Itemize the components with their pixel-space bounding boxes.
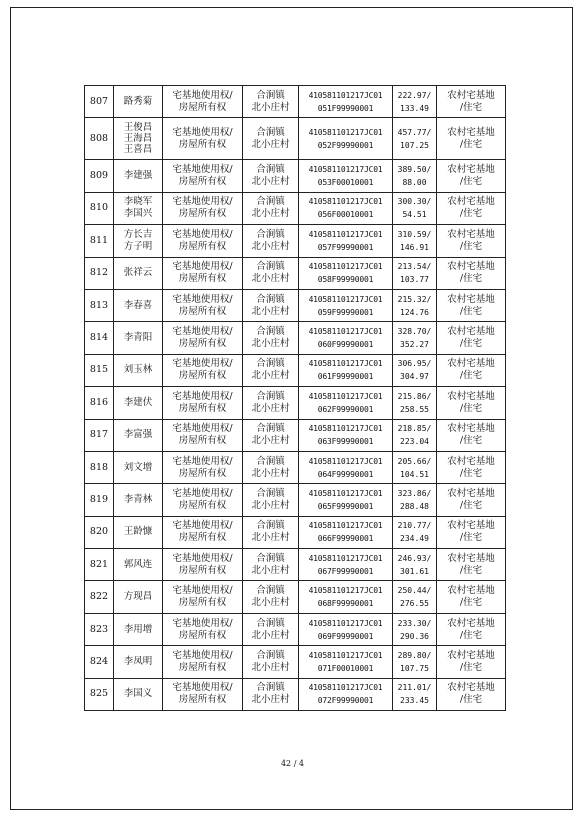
right-type-text: 宅基地使用权/ 房屋所有权: [172, 358, 233, 382]
page-number: 42 / 4: [280, 759, 305, 768]
area-values-text: 213.54/ 103.77: [397, 262, 432, 285]
right-type-text: 宅基地使用权/ 房屋所有权: [172, 552, 233, 576]
right-type-text: 宅基地使用权/ 房屋所有权: [172, 196, 233, 220]
cell-location: [243, 289, 299, 321]
location-text: 合涧镇 北小庄村: [251, 261, 290, 285]
area-values-text: 215.32/ 124.76: [397, 294, 432, 317]
cell-area-values: [393, 581, 437, 613]
land-use-text: 农村宅基地 /住宅: [447, 293, 495, 317]
cell-unit-code: [299, 549, 393, 581]
right-type-text: 宅基地使用权/ 房屋所有权: [172, 617, 233, 641]
cell-land-use: [437, 192, 506, 224]
location-text: 合涧镇 北小庄村: [251, 293, 290, 317]
owner-name-text: 李晓军 李国兴: [123, 196, 153, 220]
table-row: [85, 549, 506, 581]
cell-row-number: [85, 419, 114, 451]
land-use-text: 农村宅基地 /住宅: [447, 261, 495, 285]
cell-right-type: [163, 118, 243, 160]
row-number-text: 820: [89, 526, 109, 538]
area-values-text: 233.30/ 290.36: [397, 618, 432, 641]
row-number-text: 808: [89, 132, 109, 144]
cell-right-type: [163, 160, 243, 192]
cell-row-number: [85, 678, 114, 710]
cell-location: [243, 387, 299, 419]
cell-location: [243, 646, 299, 678]
right-type-text: 宅基地使用权/ 房屋所有权: [172, 126, 233, 150]
cell-location: [243, 549, 299, 581]
unit-code-text: 410581101217JC01 052F99990001: [308, 127, 383, 150]
table-row: [85, 86, 506, 118]
cell-area-values: [393, 289, 437, 321]
cell-land-use: [437, 257, 506, 289]
cell-location: [243, 484, 299, 516]
land-use-text: 农村宅基地 /住宅: [447, 126, 495, 150]
location-text: 合涧镇 北小庄村: [251, 585, 290, 609]
cell-right-type: [163, 484, 243, 516]
unit-code-text: 410581101217JC01 053F00010001: [308, 165, 383, 188]
location-text: 合涧镇 北小庄村: [251, 326, 290, 350]
table-row: [85, 354, 506, 386]
cell-right-type: [163, 192, 243, 224]
location-text: 合涧镇 北小庄村: [251, 455, 290, 479]
cell-right-type: [163, 354, 243, 386]
table-row: [85, 192, 506, 224]
cell-right-type: [163, 257, 243, 289]
cell-land-use: [437, 322, 506, 354]
cell-land-use: [437, 484, 506, 516]
area-values-text: 306.95/ 304.97: [397, 359, 432, 382]
right-type-text: 宅基地使用权/ 房屋所有权: [172, 649, 233, 673]
owner-name-text: 李青阳: [123, 332, 153, 344]
cell-owner-name: [114, 419, 163, 451]
right-type-text: 宅基地使用权/ 房屋所有权: [172, 228, 233, 252]
cell-area-values: [393, 484, 437, 516]
land-use-text: 农村宅基地 /住宅: [447, 326, 495, 350]
table-row: [85, 646, 506, 678]
unit-code-text: 410581101217JC01 069F99990001: [308, 618, 383, 641]
owner-name-text: 李凤明: [123, 655, 153, 667]
cell-location: [243, 118, 299, 160]
table-body: [85, 86, 506, 711]
cell-area-values: [393, 646, 437, 678]
table-row: [85, 484, 506, 516]
owner-name-text: 李国义: [123, 688, 153, 700]
location-text: 合涧镇 北小庄村: [251, 682, 290, 706]
owner-name-text: 王龄慷: [123, 526, 153, 538]
cell-land-use: [437, 516, 506, 548]
cell-location: [243, 678, 299, 710]
table-row: [85, 678, 506, 710]
cell-area-values: [393, 516, 437, 548]
unit-code-text: 410581101217JC01 062F99990001: [308, 391, 383, 414]
right-type-text: 宅基地使用权/ 房屋所有权: [172, 423, 233, 447]
cell-unit-code: [299, 387, 393, 419]
cell-area-values: [393, 322, 437, 354]
land-use-text: 农村宅基地 /住宅: [447, 228, 495, 252]
land-use-text: 农村宅基地 /住宅: [447, 649, 495, 673]
cell-row-number: [85, 613, 114, 645]
row-number-text: 824: [89, 655, 109, 667]
cell-owner-name: [114, 86, 163, 118]
cell-right-type: [163, 225, 243, 257]
table-row: [85, 387, 506, 419]
cell-land-use: [437, 118, 506, 160]
unit-code-text: 410581101217JC01 063F99990001: [308, 424, 383, 447]
cell-owner-name: [114, 225, 163, 257]
cell-land-use: [437, 160, 506, 192]
owner-name-text: 李青林: [123, 493, 153, 505]
cell-right-type: [163, 387, 243, 419]
cell-location: [243, 581, 299, 613]
cell-area-values: [393, 86, 437, 118]
owner-name-text: 路秀菊: [123, 95, 153, 107]
cell-land-use: [437, 354, 506, 386]
cell-unit-code: [299, 354, 393, 386]
location-text: 合涧镇 北小庄村: [251, 89, 290, 113]
table-row: [85, 516, 506, 548]
area-values-text: 289.80/ 107.75: [397, 650, 432, 673]
unit-code-text: 410581101217JC01 058F99990001: [308, 262, 383, 285]
row-number-text: 818: [89, 461, 109, 473]
unit-code-text: 410581101217JC01 051F99990001: [308, 90, 383, 113]
cell-right-type: [163, 86, 243, 118]
row-number-text: 823: [89, 623, 109, 635]
row-number-text: 809: [89, 170, 109, 182]
cell-unit-code: [299, 678, 393, 710]
unit-code-text: 410581101217JC01 059F99990001: [308, 294, 383, 317]
unit-code-text: 410581101217JC01 060F99990001: [308, 327, 383, 350]
cell-right-type: [163, 678, 243, 710]
cell-unit-code: [299, 86, 393, 118]
cell-owner-name: [114, 118, 163, 160]
owner-name-text: 李建伏: [123, 396, 153, 408]
unit-code-text: 410581101217JC01 072F99990001: [308, 683, 383, 706]
land-use-text: 农村宅基地 /住宅: [447, 196, 495, 220]
right-type-text: 宅基地使用权/ 房屋所有权: [172, 455, 233, 479]
cell-row-number: [85, 451, 114, 483]
cell-owner-name: [114, 289, 163, 321]
owner-name-text: 郭风连: [123, 558, 153, 570]
row-number-text: 814: [89, 332, 109, 344]
cell-owner-name: [114, 549, 163, 581]
cell-location: [243, 322, 299, 354]
location-text: 合涧镇 北小庄村: [251, 617, 290, 641]
right-type-text: 宅基地使用权/ 房屋所有权: [172, 89, 233, 113]
cell-right-type: [163, 646, 243, 678]
cell-owner-name: [114, 192, 163, 224]
location-text: 合涧镇 北小庄村: [251, 649, 290, 673]
cell-row-number: [85, 289, 114, 321]
cell-row-number: [85, 160, 114, 192]
cell-land-use: [437, 646, 506, 678]
cell-right-type: [163, 516, 243, 548]
cell-right-type: [163, 289, 243, 321]
cell-owner-name: [114, 484, 163, 516]
land-use-text: 农村宅基地 /住宅: [447, 423, 495, 447]
row-number-text: 822: [89, 591, 109, 603]
cell-location: [243, 225, 299, 257]
cell-area-values: [393, 678, 437, 710]
area-values-text: 222.97/ 133.49: [397, 90, 432, 113]
cell-land-use: [437, 451, 506, 483]
table-row: [85, 118, 506, 160]
area-values-text: 250.44/ 276.55: [397, 586, 432, 609]
unit-code-text: 410581101217JC01 071F00010001: [308, 650, 383, 673]
land-use-text: 农村宅基地 /住宅: [447, 585, 495, 609]
land-use-text: 农村宅基地 /住宅: [447, 487, 495, 511]
location-text: 合涧镇 北小庄村: [251, 126, 290, 150]
cell-unit-code: [299, 160, 393, 192]
land-use-text: 农村宅基地 /住宅: [447, 455, 495, 479]
cell-area-values: [393, 257, 437, 289]
cell-right-type: [163, 322, 243, 354]
row-number-text: 812: [89, 267, 109, 279]
cell-owner-name: [114, 354, 163, 386]
row-number-text: 813: [89, 299, 109, 311]
area-values-text: 218.85/ 223.04: [397, 424, 432, 447]
cell-land-use: [437, 678, 506, 710]
cell-area-values: [393, 225, 437, 257]
cell-row-number: [85, 354, 114, 386]
cell-land-use: [437, 613, 506, 645]
cell-owner-name: [114, 516, 163, 548]
cell-location: [243, 419, 299, 451]
right-type-text: 宅基地使用权/ 房屋所有权: [172, 164, 233, 188]
right-type-text: 宅基地使用权/ 房屋所有权: [172, 520, 233, 544]
table-row: [85, 160, 506, 192]
location-text: 合涧镇 北小庄村: [251, 390, 290, 414]
owner-name-text: 方长吉 方子明: [123, 228, 153, 252]
cell-owner-name: [114, 387, 163, 419]
area-values-text: 215.86/ 258.55: [397, 391, 432, 414]
row-number-text: 817: [89, 429, 109, 441]
land-use-text: 农村宅基地 /住宅: [447, 390, 495, 414]
cell-location: [243, 354, 299, 386]
cell-row-number: [85, 225, 114, 257]
location-text: 合涧镇 北小庄村: [251, 552, 290, 576]
right-type-text: 宅基地使用权/ 房屋所有权: [172, 585, 233, 609]
cell-unit-code: [299, 322, 393, 354]
unit-code-text: 410581101217JC01 068F99990001: [308, 586, 383, 609]
right-type-text: 宅基地使用权/ 房屋所有权: [172, 326, 233, 350]
cell-owner-name: [114, 646, 163, 678]
owner-name-text: 李春喜: [123, 299, 153, 311]
cell-owner-name: [114, 613, 163, 645]
table-row: [85, 225, 506, 257]
cell-unit-code: [299, 419, 393, 451]
cell-area-values: [393, 354, 437, 386]
cell-land-use: [437, 419, 506, 451]
location-text: 合涧镇 北小庄村: [251, 228, 290, 252]
right-type-text: 宅基地使用权/ 房屋所有权: [172, 390, 233, 414]
cell-right-type: [163, 549, 243, 581]
unit-code-text: 410581101217JC01 066F99990001: [308, 521, 383, 544]
land-use-text: 农村宅基地 /住宅: [447, 520, 495, 544]
area-values-text: 210.77/ 234.49: [397, 521, 432, 544]
row-number-text: 821: [89, 558, 109, 570]
cell-area-values: [393, 160, 437, 192]
cell-unit-code: [299, 289, 393, 321]
table-row: [85, 419, 506, 451]
owner-name-text: 刘文增: [123, 461, 153, 473]
cell-right-type: [163, 451, 243, 483]
row-number-text: 819: [89, 493, 109, 505]
land-use-text: 农村宅基地 /住宅: [447, 164, 495, 188]
cell-location: [243, 257, 299, 289]
right-type-text: 宅基地使用权/ 房屋所有权: [172, 682, 233, 706]
cell-unit-code: [299, 118, 393, 160]
cell-location: [243, 451, 299, 483]
cell-location: [243, 516, 299, 548]
land-use-text: 农村宅基地 /住宅: [447, 89, 495, 113]
cell-unit-code: [299, 192, 393, 224]
cell-area-values: [393, 613, 437, 645]
owner-name-text: 李富强: [123, 429, 153, 441]
table-row: [85, 322, 506, 354]
table-row: [85, 613, 506, 645]
area-values-text: 328.70/ 352.27: [397, 327, 432, 350]
unit-code-text: 410581101217JC01 064F99990001: [308, 456, 383, 479]
cell-row-number: [85, 118, 114, 160]
cell-row-number: [85, 387, 114, 419]
table-row: [85, 451, 506, 483]
cell-right-type: [163, 581, 243, 613]
cell-location: [243, 160, 299, 192]
area-values-text: 389.50/ 88.00: [397, 165, 432, 188]
cell-unit-code: [299, 225, 393, 257]
cell-owner-name: [114, 678, 163, 710]
area-values-text: 205.66/ 104.51: [397, 456, 432, 479]
cell-unit-code: [299, 451, 393, 483]
cell-row-number: [85, 516, 114, 548]
area-values-text: 211.01/ 233.45: [397, 683, 432, 706]
owner-name-text: 李用增: [123, 623, 153, 635]
cell-owner-name: [114, 160, 163, 192]
area-values-text: 300.30/ 54.51: [397, 197, 432, 220]
cell-land-use: [437, 289, 506, 321]
right-type-text: 宅基地使用权/ 房屋所有权: [172, 261, 233, 285]
cell-land-use: [437, 581, 506, 613]
area-values-text: 246.93/ 301.61: [397, 553, 432, 576]
cell-row-number: [85, 192, 114, 224]
row-number-text: 811: [89, 234, 109, 246]
cell-row-number: [85, 549, 114, 581]
cell-unit-code: [299, 257, 393, 289]
area-values-text: 323.86/ 288.48: [397, 488, 432, 511]
cell-row-number: [85, 86, 114, 118]
cell-area-values: [393, 192, 437, 224]
owner-name-text: 王俊昌 王海昌 王喜昌: [123, 122, 153, 156]
cell-land-use: [437, 549, 506, 581]
land-use-text: 农村宅基地 /住宅: [447, 552, 495, 576]
unit-code-text: 410581101217JC01 056F00010001: [308, 197, 383, 220]
cell-row-number: [85, 257, 114, 289]
cell-unit-code: [299, 646, 393, 678]
row-number-text: 810: [89, 202, 109, 214]
land-use-text: 农村宅基地 /住宅: [447, 358, 495, 382]
cell-unit-code: [299, 613, 393, 645]
cell-location: [243, 192, 299, 224]
cell-area-values: [393, 387, 437, 419]
owner-name-text: 张祥云: [123, 267, 153, 279]
cell-row-number: [85, 581, 114, 613]
unit-code-text: 410581101217JC01 061F99990001: [308, 359, 383, 382]
location-text: 合涧镇 北小庄村: [251, 358, 290, 382]
location-text: 合涧镇 北小庄村: [251, 520, 290, 544]
right-type-text: 宅基地使用权/ 房屋所有权: [172, 487, 233, 511]
cell-owner-name: [114, 257, 163, 289]
row-number-text: 807: [89, 95, 109, 107]
unit-code-text: 410581101217JC01 067F99990001: [308, 553, 383, 576]
cell-land-use: [437, 86, 506, 118]
location-text: 合涧镇 北小庄村: [251, 487, 290, 511]
cell-land-use: [437, 387, 506, 419]
row-number-text: 815: [89, 364, 109, 376]
cell-unit-code: [299, 484, 393, 516]
cell-owner-name: [114, 451, 163, 483]
cell-area-values: [393, 451, 437, 483]
property-rights-table: [84, 85, 506, 711]
cell-right-type: [163, 419, 243, 451]
cell-unit-code: [299, 581, 393, 613]
owner-name-text: 李建强: [123, 170, 153, 182]
cell-row-number: [85, 322, 114, 354]
location-text: 合涧镇 北小庄村: [251, 196, 290, 220]
cell-location: [243, 86, 299, 118]
cell-right-type: [163, 613, 243, 645]
owner-name-text: 刘玉林: [123, 364, 153, 376]
cell-row-number: [85, 646, 114, 678]
cell-owner-name: [114, 322, 163, 354]
row-number-text: 816: [89, 396, 109, 408]
area-values-text: 310.59/ 146.91: [397, 229, 432, 252]
location-text: 合涧镇 北小庄村: [251, 164, 290, 188]
land-use-text: 农村宅基地 /住宅: [447, 682, 495, 706]
unit-code-text: 410581101217JC01 057F99990001: [308, 229, 383, 252]
owner-name-text: 方现昌: [123, 591, 153, 603]
table-row: [85, 581, 506, 613]
table-row: [85, 289, 506, 321]
cell-land-use: [437, 225, 506, 257]
cell-area-values: [393, 549, 437, 581]
area-values-text: 457.77/ 107.25: [397, 127, 432, 150]
unit-code-text: 410581101217JC01 065F99990001: [308, 488, 383, 511]
cell-owner-name: [114, 581, 163, 613]
cell-unit-code: [299, 516, 393, 548]
land-use-text: 农村宅基地 /住宅: [447, 617, 495, 641]
row-number-text: 825: [89, 688, 109, 700]
right-type-text: 宅基地使用权/ 房屋所有权: [172, 293, 233, 317]
cell-area-values: [393, 118, 437, 160]
cell-area-values: [393, 419, 437, 451]
table-row: [85, 257, 506, 289]
location-text: 合涧镇 北小庄村: [251, 423, 290, 447]
cell-location: [243, 613, 299, 645]
cell-row-number: [85, 484, 114, 516]
